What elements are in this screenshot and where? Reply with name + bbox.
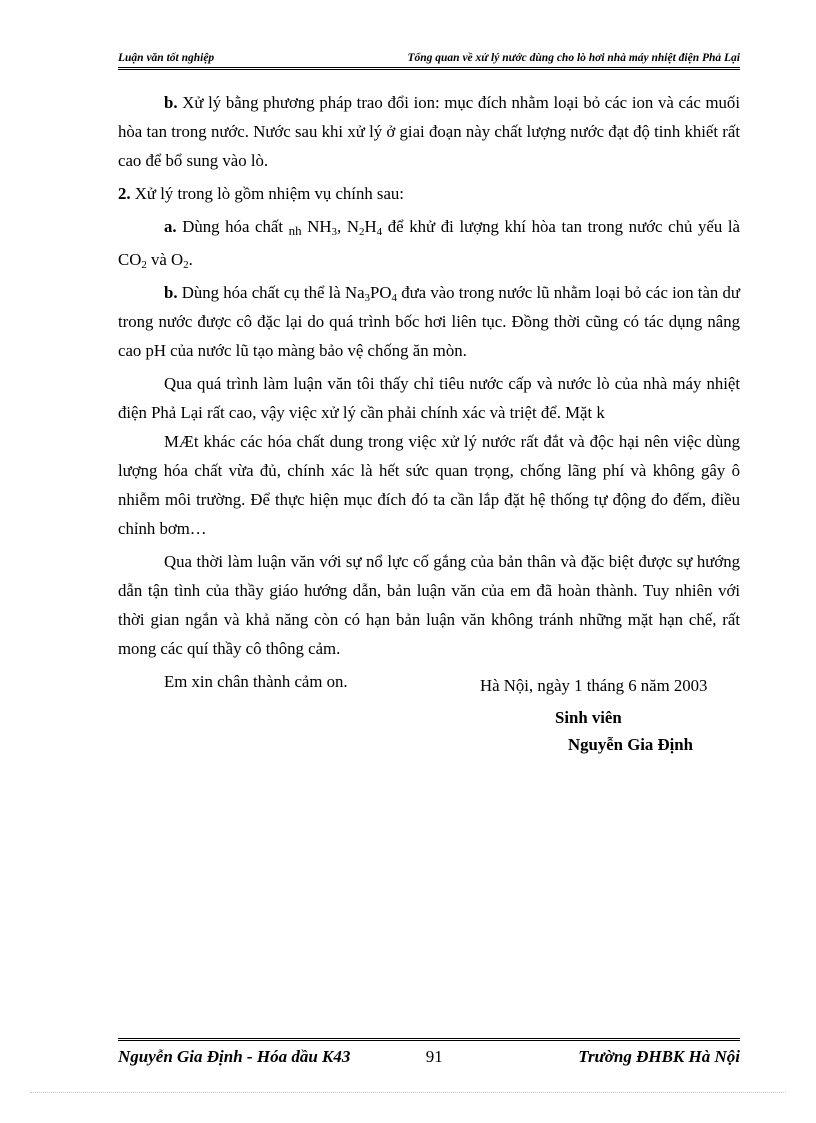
paragraph-2-in-boiler: 2. Xử lý trong lò gồm nhiệm vụ chính sau: xyxy=(118,184,404,203)
signature-name: Nguyễn Gia Định xyxy=(568,735,693,754)
label-b: b. xyxy=(164,93,178,112)
page-bottom-divider xyxy=(30,1092,786,1093)
page-header xyxy=(118,52,740,70)
paragraph-conclusion-1a: Qua quá trình làm luận văn tôi thấy chỉ tiêu nước cấp và nước lò của nhà máy nhiệt điện Phả Lại rất cao, vậy việc xử lý cần phải chính xác và triệt để. Mặt k xyxy=(118,374,740,422)
paragraph-conclusion-1b: MÆt khác các hóa chất dung trong việc xử lý nước rất đắt và độc hại nên việc dùng lượng hóa chất vừa đủ, chính xác là hết sức quan trọng, chống lãng phí và không gây ô nhiễm môi trường. Để thực hiện mục đích đó ta cần lắp đặt hệ thống tự động đo đếm, điều chỉnh bơm… xyxy=(118,432,740,538)
body-text xyxy=(118,88,740,700)
paragraph-a-chemicals: a. Dùng hóa chất nh $NH_3$, $N_2H_4$ để khử đi lượng khí hòa tan trong nước chủ yếu là $CO_2$ và $O_2$. xyxy=(118,217,740,271)
footer-author: Nguyễn Gia Định - Hóa dầu K43 xyxy=(118,1047,351,1066)
header-left: Luận văn tốt nghiệp xyxy=(118,52,215,64)
signature-title: Sinh viên xyxy=(555,708,622,727)
label-a: a. xyxy=(164,217,177,236)
label-2: 2. xyxy=(118,184,131,203)
paragraph-b-phosphate: b. Dùng hóa chất cụ thể là $Na_3PO_4$ đưa vào trong nước lũ nhằm loại bỏ các ion tàn dư trong nước được cô đặc lại do quá trình bốc hơi liên tục. Đồng thời cũng có tác dụng nâng cao pH của nước lũ tạo màng bảo vệ chống ăn mòn. xyxy=(118,283,741,360)
paragraph-b-ion-exchange: b. Xử lý bằng phương pháp trao đổi ion: mục đích nhằm loại bỏ các ion và các muối hòa tan trong nước. Nước sau khi xử lý ở giai đoạn này chất lượng nước đạt độ tinh khiết rất cao để bổ sung vào lò. xyxy=(118,93,740,170)
paragraph-thanks: Em xin chân thành cảm on. xyxy=(164,672,348,691)
page-footer xyxy=(118,1038,740,1067)
paragraph-conclusion-2: Qua thời làm luận văn với sự nổ lực cố gắng của bản thân và đặc biệt được sự hướng dẫn tận tình của thầy giáo hướng dẫn, bản luận văn của em đã hoàn thành. Tuy nhiên với thời gian ngắn và khả năng còn có hạn bản luận văn không tránh những mặt hạn chế, rất mong các quí thầy cô thông cảm. xyxy=(118,552,740,658)
header-right: Tổng quan về xử lý nước dùng cho lò hơi nhà máy nhiệt điện Phả Lại xyxy=(407,52,740,64)
footer-school: Trường ĐHBK Hà Nội xyxy=(578,1047,740,1066)
signature-date: Hà Nội, ngày 1 tháng 6 năm 2003 xyxy=(480,676,708,695)
page-number: 91 xyxy=(425,1047,443,1066)
label-b2: b. xyxy=(164,283,178,302)
